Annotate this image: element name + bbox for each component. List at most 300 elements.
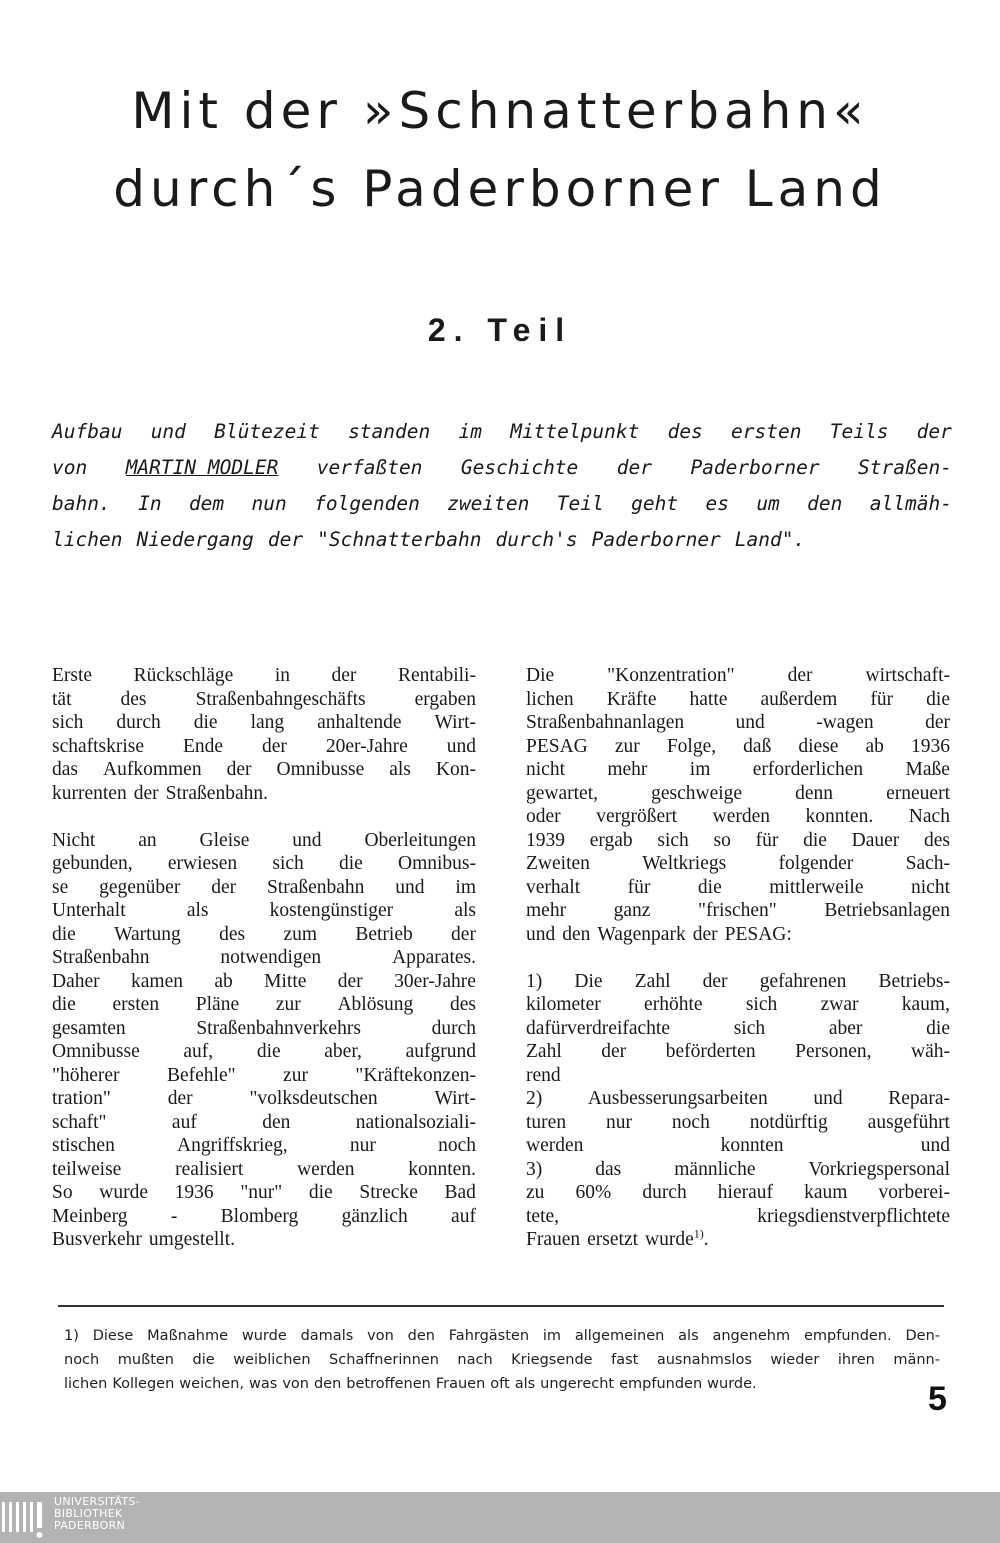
text-line [526,923,950,947]
word: vergrößert [596,806,678,827]
word: aufgrund [405,1041,476,1062]
word: den [313,1376,342,1392]
word: Diese [92,1328,134,1344]
word: als [514,1376,536,1392]
word: noch [671,1111,710,1133]
word: der [916,420,952,443]
word: "Schnatterbahn [317,528,482,551]
word: männliche [674,1158,756,1180]
word: den [562,923,591,945]
word: nur [349,1135,376,1156]
word: Land". [734,528,806,551]
text-line [52,1181,476,1205]
word: -wagen [816,712,874,733]
word: des [449,994,476,1015]
word: 30er-Jahre [394,970,476,992]
word: Straßen- [858,456,952,479]
word: zum [283,923,318,945]
word: lang [250,712,285,733]
word: allgemeinen [574,1328,665,1344]
word: beförderten [665,1041,756,1062]
word: nun [251,492,287,515]
word: 3) [526,1158,543,1180]
right-column [526,664,950,1252]
text-line [52,688,476,712]
word: sich [657,829,689,851]
word: nicht [911,876,950,898]
word: rend [526,1064,561,1086]
word: der [226,759,252,780]
word: in [274,665,290,686]
word: die [926,688,950,710]
library-watermark-bar [0,1492,1000,1543]
word: hierauf [717,1182,774,1203]
word: werden [712,806,770,827]
word: Unterhalt [52,900,126,921]
word: Maßnahme [147,1328,229,1344]
word: zu [526,1182,545,1203]
word: konnten. [408,1158,476,1180]
library-logo-icon [0,1498,50,1540]
word: den [407,1328,435,1344]
word: oder [526,806,561,827]
library-label-line-2: BIBLIOTHEK [54,1507,123,1520]
word: Die [574,970,603,992]
word: der [451,923,476,945]
text-line [52,450,952,486]
text-line [52,1134,476,1158]
text-line [526,758,950,782]
word: ab [214,970,233,992]
word: 2) [526,1088,543,1109]
word: Kon- [435,759,476,780]
word: lichen [526,688,574,710]
title-line-2: durch´s Paderborner Land [113,160,887,218]
word: tät [52,688,72,710]
left-column [52,664,476,1252]
footnote [64,1324,940,1396]
word: sich [733,1017,766,1039]
word: die [308,1182,333,1203]
word: umgestellt. [148,1229,236,1250]
word: wirtschaft- [865,665,950,686]
word: ausgeführt [867,1111,950,1133]
word: ergaben [414,688,476,710]
word: im [542,1328,562,1344]
word: kostengünstiger [269,900,394,921]
library-label-line-3: PADERBORN [54,1519,126,1532]
word: Daher [52,970,100,992]
text-line [64,1372,940,1396]
text-line [52,923,476,947]
word: der [702,970,728,992]
word: fast [611,1352,639,1368]
word: für [870,688,894,710]
text-line [526,899,950,923]
word: Frauen [526,1229,581,1250]
word: standen [348,420,431,443]
text-line [52,414,952,450]
word: notwendigen [220,947,322,968]
word: das [52,759,78,780]
word: Rückschläge [133,665,234,686]
word: den [807,492,843,515]
text-line [526,1017,950,1041]
word: nur [606,1111,632,1133]
word: teilweise [52,1158,122,1180]
text-line [52,852,476,876]
word: Schaffnerinnen [329,1352,439,1368]
word: und [735,712,765,733]
word: gesamten [52,1017,126,1039]
word: Vorkriegspersonal [808,1158,950,1180]
word: Ende [183,735,224,757]
word: Blomberg [220,1205,299,1227]
word: was [249,1376,278,1392]
word: die [52,994,76,1015]
text-line [526,1134,950,1158]
word: von [367,1328,394,1344]
text-line [526,1228,950,1252]
word: tration" [52,1088,111,1109]
word: Mitte [264,970,307,992]
text-line [526,829,950,853]
word: und [395,876,425,898]
word: so [713,829,731,851]
word: Aufkommen [103,759,202,780]
word: und [150,420,186,443]
text-line [52,946,476,970]
text-line [526,970,950,994]
text-line [52,1228,476,1252]
word: der [925,712,950,733]
word: Omnibus- [398,853,476,874]
word: oft [490,1376,510,1392]
word: notdürftig [749,1111,828,1133]
word: Paderborner [690,456,820,479]
library-label-line-1: UNIVERSITÄTS- [54,1495,140,1508]
word: PESAG [526,735,588,757]
word: Teils [829,420,889,443]
word: auf [171,1111,197,1133]
word: Nicht [52,829,96,851]
word: Nach [908,806,950,827]
word: Oberleitungen [364,829,476,851]
word: gewartet, [526,782,599,804]
word: durch [431,1017,476,1039]
word: "frischen" [698,900,777,921]
word: So [52,1182,73,1203]
word: werden [526,1135,584,1156]
word: nach [457,1352,493,1368]
page-number: 5 [928,1380,947,1418]
word: Straßenbahngeschäfts [195,688,366,710]
word: an [138,829,157,851]
word: ihren [837,1352,875,1368]
word: Befehle" [166,1064,236,1086]
word: 1936 [174,1182,214,1203]
text-line [526,664,950,688]
word: und [920,1135,950,1156]
text-line [52,970,476,994]
word: Straßenbahnanlagen [526,712,685,733]
word: schaft" [52,1111,107,1133]
word: Zahl [634,970,671,992]
word: 1) [64,1328,79,1344]
word: ersten [112,994,160,1015]
word: im [689,759,711,780]
word: ausnahmslos [656,1352,752,1368]
word: auf, [183,1041,214,1062]
word: 1939 [526,829,565,851]
word: außerdem [760,688,838,710]
word: als [389,759,411,780]
word: noch [438,1135,476,1156]
text-line [526,1111,950,1135]
word: "volksdeutschen [249,1088,378,1109]
word: hatte [689,688,728,710]
word: Die [526,665,555,686]
word: als [454,900,476,921]
word: wurde [99,1182,148,1203]
text-line [526,1205,950,1229]
word: Frauen [435,1376,486,1392]
word: Zahl [526,1041,562,1062]
word: Maße [905,759,950,780]
text-line [526,782,950,806]
word: Rentabili- [397,665,476,686]
word: Kräfte [606,688,657,710]
word: folgender [778,853,854,874]
text-line [64,1324,940,1348]
word: Omnibusse [52,1041,140,1062]
word: die [52,923,76,945]
word: se [52,876,69,898]
word: denn [795,782,834,804]
word: durch [116,712,161,733]
word: konnten. [805,806,874,827]
word: 1) [526,970,543,992]
word: folgenden [314,492,420,515]
word: kilometer [526,994,601,1015]
word: Dauer [851,829,900,851]
text-line [526,1181,950,1205]
word: von [282,1376,309,1392]
word: Omnibusse [276,759,365,780]
word: Busverkehr [52,1229,142,1250]
text-line [52,1158,476,1182]
word: daß [743,735,772,757]
word: der [167,1088,193,1109]
text-line [52,1040,476,1064]
text-line [52,1087,476,1111]
word: sich [52,712,84,733]
title-line-1: Mit der »Schnatterbahn« [131,82,869,140]
word: zur [275,994,301,1015]
word: wieder [770,1352,820,1368]
word: lichen [64,1376,108,1392]
word: nationalsoziali- [355,1111,476,1133]
word: im [458,420,482,443]
word: Wartung [114,923,181,945]
word: sich [745,994,778,1015]
word: die [926,1017,950,1039]
word: als [186,900,209,921]
word: der [133,782,159,804]
word: des [667,420,703,443]
word: um [756,492,780,515]
part-heading: 2. Teil [427,312,573,348]
word: die [192,1352,215,1368]
word: und [446,735,476,757]
word: Angriffskrieg, [177,1135,288,1156]
word: vorberei- [878,1182,950,1203]
word: Wagenpark [597,923,686,945]
word: ersetzt [587,1229,639,1250]
text-line [526,688,950,712]
text-line [526,1158,950,1182]
sentence-period: . [703,1229,709,1250]
word: betroffenen [346,1376,431,1392]
word: anhaltende [317,712,402,733]
word: den [262,1111,291,1133]
word: ganz [613,900,651,921]
word: geht [631,492,679,515]
word: wurde [241,1328,287,1344]
text-line [52,664,476,688]
word: der [601,1041,627,1062]
word: die [256,1041,281,1062]
word: tete, [526,1205,560,1227]
word: Den- [905,1328,940,1344]
word: diese [798,735,839,757]
article-title [0,72,1000,228]
text-line [526,735,950,759]
text-line [52,993,476,1017]
word: des [923,829,950,851]
footnote-divider [58,1305,944,1307]
word: "Kräftekonzen- [355,1064,476,1086]
word: "nur" [240,1182,283,1203]
word: Mittelpunkt [510,420,640,443]
word: stischen [52,1135,115,1156]
word: verhalt [526,876,581,898]
word: 1936 [911,735,950,757]
word: empfunden [619,1376,703,1392]
text-line [52,782,476,806]
word: ungerecht [540,1376,615,1392]
word: von [52,456,88,479]
word: im [455,876,476,898]
word: Erste [52,665,93,686]
paragraph-gap [526,946,950,970]
word: Ausbesserungsarbeiten [587,1088,768,1109]
text-line [52,829,476,853]
word: Strecke [359,1182,418,1203]
word: Aufbau [52,420,123,443]
word: Straßenbahnverkehrs [196,1017,361,1039]
word: weiblichen [233,1352,311,1368]
word: aber, [324,1041,362,1062]
word: erhöhte [644,994,703,1015]
word: und [292,829,322,851]
text-line [52,1064,476,1088]
word: und [813,1088,843,1109]
word: Paderborner [591,528,721,551]
word: das [595,1158,622,1180]
text-line [526,805,950,829]
word: zur [283,1064,308,1086]
word: für [627,876,651,898]
footnote-reference: 1) [693,1226,704,1241]
word: Pläne [195,994,240,1015]
word: durch's [495,528,578,551]
word: wurde. [707,1376,757,1392]
word: der [616,456,652,479]
word: Wirt- [434,712,476,733]
word: sich [272,853,304,874]
word: und [526,923,556,945]
text-line [52,522,952,558]
word: damals [300,1328,354,1344]
word: ersten [731,420,802,443]
word: Geschichte [460,456,579,479]
word: der [211,876,237,898]
word: der [262,735,287,757]
word: "höherer [52,1064,120,1086]
text-line [52,758,476,782]
word: ergab [589,829,633,851]
word: noch [64,1352,100,1368]
word: es [705,492,729,515]
word: zur [614,735,640,757]
word: Meinberg [52,1205,128,1227]
author-name: MARTIN MODLER [125,456,279,479]
word: gebunden, [52,853,133,874]
word: angenehm [712,1328,791,1344]
word: empfunden. [803,1328,892,1344]
word: werden [297,1158,355,1180]
text-line [52,486,952,522]
text-line [52,899,476,923]
text-line [52,1205,476,1229]
text-line [526,1087,950,1111]
word: Blütezeit [214,420,320,443]
word: wäh- [911,1041,950,1062]
word: PESAG: [724,923,792,945]
word: Apparates. [392,947,476,968]
word: mittlerweile [769,876,864,898]
word: die [697,876,722,898]
library-label [54,1496,140,1532]
word: Niedergang [136,528,254,551]
word: mehr [526,900,567,921]
word: allmäh- [869,492,952,515]
word: In [138,492,162,515]
text-line [526,876,950,900]
word: Wirt- [434,1088,476,1109]
word: geschweige [651,782,743,804]
word: Teil [556,492,604,515]
word: durch [642,1182,687,1203]
paragraph-gap [52,805,476,829]
text-line [526,1040,950,1064]
word: ab [865,735,884,757]
word: der [787,665,813,686]
word: Kriegsende [511,1352,593,1368]
word: kamen [131,970,183,992]
word: gegenüber [99,876,181,898]
